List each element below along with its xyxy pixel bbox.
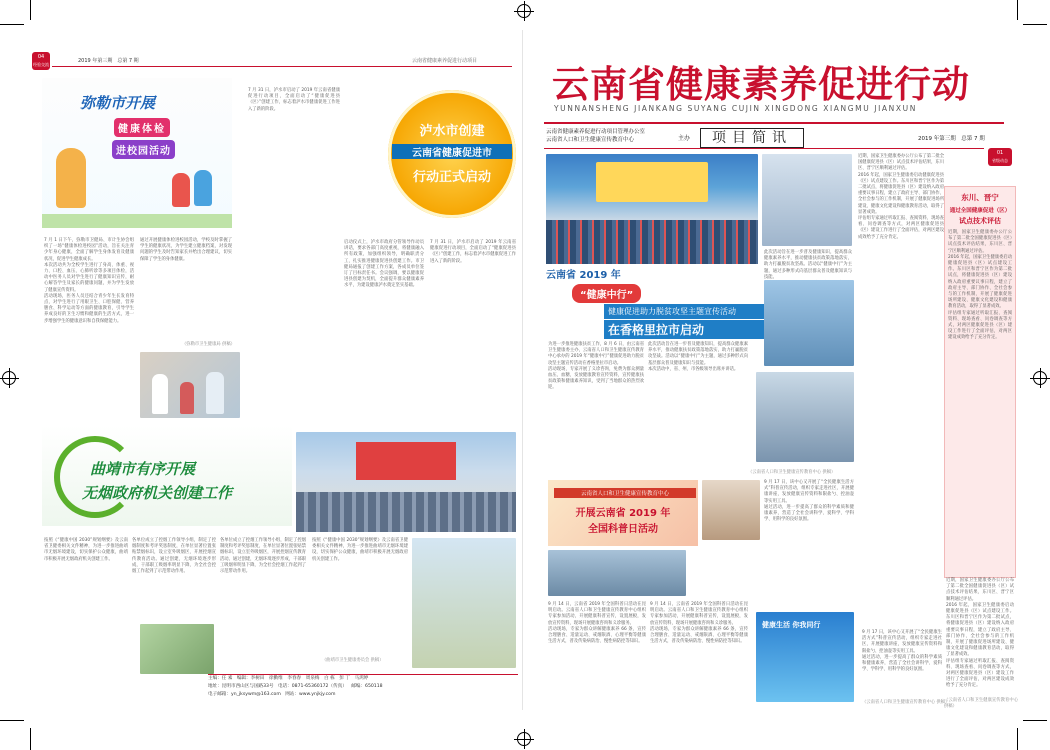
header-rule [52,66,512,67]
article-headline: 全国科普日活动 [588,524,658,535]
activity-subtitle: 在香格里拉市启动 [604,320,766,339]
article-lead: 7 月 31 日，泸水市启动了 2019 年云南省健康促进行动项目，全面启动了“健康促进县（区）”创建工作，标志着泸水市健康促进工作进入了新的阶段。 [248,88,340,112]
event-photo [756,372,854,462]
host-block [546,128,645,144]
activity-tag: 云南省 2019 年 [546,270,621,281]
stage-backdrop [596,162,708,202]
crop-mark [1023,24,1047,25]
article-body: 通过开展健康体检进校园活动，学校及时掌握了学生的健康状况，为学生建立健康档案，对发现问题的学生及时告知家长并给出合理建议，切实保障了学生的身体健康。 [140,238,232,262]
article-headline: 弥勒市开展 [80,94,156,112]
article-headline: 无烟政府机关创建工作 [82,484,233,502]
child-figure [194,170,212,206]
host-line: 云南省人口和卫生健康宣传教育中心 [546,137,635,143]
registration-mark-top [517,4,531,18]
event-photo [764,280,854,366]
footer-bar [208,674,518,711]
footer-host: 主编：任 素 [208,676,233,681]
page-number: 04 [37,54,45,60]
header-rule [544,148,984,149]
event-photo [702,480,760,540]
ground [42,214,232,228]
footer-website: 网站：www.ynjkjy.com [285,692,336,697]
article-headline: 曲靖市有序开展 [90,460,196,478]
crop-mark [0,720,24,721]
article-body: 此次活动旨在进一步普及健康知识，提高群众健康素养水平，推动健康扶贫政策落地落实，助力打赢脱贫攻坚战。活动以“健康中行”为主题，通过多种形式向基层群众普及健康知识与技能。 本次活动中，省、州、市各级领导出席并讲话。 [648,342,748,372]
registration-mark-right [1033,371,1047,385]
event-photo [762,154,852,246]
badge-line2: 云南省健康促进市 [392,144,512,159]
article-photo [412,538,516,668]
page-number-tag [988,148,1012,166]
meeting-photo [296,432,516,532]
kids-illustration [42,78,232,228]
activity-banner: “健康中行” [572,284,641,303]
person-silhouette [180,382,194,414]
article-body: 9 月 14 日，云南省 2019 年全国科普日活动在昆明启动。云南省人口和卫生健康宣传教育中心组织专家参加活动，开展健康科普宣传，设置展板，发放宣传资料，现场开展健康咨询和义诊服务。 活动现场，专家为群众讲解健康素养 66 条，宣传合理膳食、适量运动、戒烟限酒、心理平衡等健康生活方式，普及传染病防治、慢性病防控等知识。 [650,602,748,645]
badge-line1: 泸水市创建 [419,124,485,139]
section-label: 省级动态 [992,158,1008,163]
center-gutter [522,30,523,710]
crowd [546,220,758,264]
page-number-tag [32,52,50,70]
article-body: 各单位成立了控烟工作领导小组，制定了控烟制度和考评奖惩制度，在单位显著位置张贴禁烟标识，设立室外吸烟区，开展控烟宣传教育活动。通过创建，无烟环境逐步形成，干部职工吸烟率明显下降，为全社会控烟工作起到了示范带动作用。 [220,538,306,575]
article-body: 按照《“健康中国 2030”规划纲要》及云南省卫健委相关文件精神，为进一步推进曲靖市无烟环境建设，切实保护公众健康，曲靖市积极开展无烟政府机关创建工作。 [312,538,408,562]
article-body: 7 月 31 日，泸水市启动了 2019 年云南省健康促进行动项目，全面启动了“健康促进县（区）”创建工作，标志着泸水市健康促进工作进入了新的阶段。 [430,240,517,264]
article-body: 启动仪式上，泸水市政府分管领导作动员讲话，要求各部门高度重视，将健康融入所有政策，加强组织领导，明确职责分工，扎实推进健康促进县创建工作。市卫健局通报了创建工作方案，各成员单位签订了目标责任书。会议强调，要以健康促进县创建为契机，全面提升群众健康素养水平，为建设健康泸水奠定坚实基础。 [344,240,424,289]
issue-label: 2019 年第三期 总第 7 期 [78,58,139,64]
poster-text: 健康生活 你我同行 [762,621,821,629]
article-headline: 健康体检 [114,118,170,137]
issue-label: 2019 年第三期 总第 7 期 [918,136,985,142]
crop-mark [1017,0,1018,20]
child-figure [56,148,86,208]
article-headline: 进校园活动 [112,140,175,159]
poster-photo [756,612,854,702]
masthead-title: 云南省健康素养促进行动 [552,62,970,106]
crop-mark [1017,728,1018,750]
qujing-banner [42,426,292,526]
article-source: （云南省人口和卫生健康宣传教育中心 供稿） [862,700,950,705]
article-source: （曲靖市卫生健康委员会 供稿） [322,658,384,663]
host-line: 云南省健康素养促进行动项目管理办公室 [546,129,646,135]
right-page [532,30,1020,710]
left-page [32,30,520,710]
section-label: 经验交流 [33,62,49,67]
sidebar-body: 近期，国家卫生健康委办公厅公布了第二批全国健康促进县（区）试点技术评估结果，东川区、晋宁区顺利通过评估。 2016 年起，国家卫生健康委启动健康促进县（区）试点建设工作。东川区和晋宁区作为第二批试点，将健康促进县（区）建设纳入政府重要议事日程，建立了政府主导、部门协作、全社会参与的工作机制，开展了健康促进场所建设、健康文化建设和健康教育活动，取得了显著成效。 评估组专家通过听取汇报、查阅资料、现场查看、问卷调查等方式，对两区健康促进县（区）建设工作进行了全面评估，对两区建设成效给予了充分肯定。 [948,230,1012,341]
activity-subtitle: 健康促进助力脱贫攻坚主题宣传活动 [604,304,766,319]
footer-address: 地址：昆明市西山区与国路33号 [208,684,274,689]
person-silhouette [152,374,168,414]
person-silhouette [206,372,224,414]
sidebar-title: 东川、晋宁 [961,193,999,202]
running-title: 云南省健康素养促进行动项目 [412,58,478,64]
article-body: 各单位成立了控烟工作领导小组，制定了控烟制度和考评奖惩制度，在单位显著位置张贴禁烟标识，设立室外吸烟区，开展控烟宣传教育活动。通过创建，无烟环境逐步形成，干部职工吸烟率明显下降，为全社会控烟工作起到了示范带动作用。 [132,538,216,575]
article-body: 按照《“健康中国 2030”规划纲要》及云南省卫健委相关文件精神，为进一步推进曲靖市无烟环境建设，切实保护公众健康，曲靖市积极开展无烟政府机关创建工作。 [44,538,128,562]
crop-mark [1023,720,1047,721]
article-source: （弥勒市卫生健康局 供稿） [182,342,235,347]
footer-postcode: 邮编：650118 [351,684,383,689]
article-body: 9 月 17 日，该中心又开展了“全民健康生活方式”科普宣传活动，组织专家走进社区，开展健康讲座，发放健康宣传资料和限盐勺、控油壶等实用工具。 通过活动，进一步提高了群众的科学素质和健康素养，营造了全社会讲科学、爱科学、学科学、用科学的良好氛围。 [764,480,854,523]
article-source: （云南省人口和卫生健康宣传教育中心 供稿） [944,698,1020,710]
article-body: 7 月 1 日下午，弥勒市卫健局、市计生协会组织了一场“健康体检进校园”活动，旨在关注青少年身心健康，全面了解学生身体发育及健康状况，促进学生健康成长。 本次活动共为全校学生进行了身高、体重、视力、口腔、血压、心肺听诊等多项目体检，活动中医务人员对学生进行了健康知识宣传，耐心解答学生及家长的健康问题，并为学生发放了健康宣传资料。 活动现场，医务人员还结合青少年生长发育特点，对学生进行了用眼卫生、口腔保健、营养膳食、科学运动等方面的健康教育，引导学生养成良好的卫生习惯和健康的生活方式，进一步增强学生的健康意识和自我保健能力。 [44,238,134,324]
org-tag: 云南省人口和卫生健康宣传教育中心 [554,488,696,498]
badge-line3: 行动正式启动 [412,170,491,185]
crop-mark [30,0,31,20]
crop-mark [0,24,24,25]
masthead-rule [544,122,1004,124]
launch-badge [388,90,516,218]
footer-editors: 编辑：李树田 徐勤维 李春春 周泉梅 白 栋 彭 丁 马鸿婷 [236,676,369,681]
page-number: 01 [996,150,1004,156]
masthead-pinyin: YUNNANSHENG JIANKANG SUYANG CUJIN XINGDONG XIANGMU JIANXUN [554,104,917,113]
event-photo [548,550,686,596]
article-photo [140,352,240,418]
article-photo [140,624,214,674]
science-day-header [548,480,698,546]
sidebar-title: 通过全国健康促进（区） [949,208,1011,214]
child-figure [172,173,190,207]
article-body: 9 月 17 日，该中心又开展了“全民健康生活方式”科普宣传活动，组织专家走进社区，开展健康讲座，发放健康宣传资料和限盐勺、控油壶等实用工具。 通过活动，进一步提高了群众的科学素质和健康素养，营造了全社会讲科学、爱科学、学科学、用科学的良好氛围。 [862,630,942,673]
host-label: 主办 [678,135,691,142]
article-body: 近期，国家卫生健康委办公厅公布了第二批全国健康促进县（区）试点技术评估结果，东川区、晋宁区顺利通过评估。 2016 年起，国家卫生健康委启动健康促进县（区）试点建设工作。东川区和晋宁区作为第二批试点，将健康促进县（区）建设纳入政府重要议事日程，建立了政府主导、部门协作、全社会参与的工作机制，开展了健康促进场所建设、健康文化建设和健康教育活动，取得了显著成效。 评估组专家通过听取汇报、查阅资料、现场查看、问卷调查等方式，对两区健康促进县（区）建设工作进行了全面评估，对两区建设成效给予了充分肯定。 [858,154,944,240]
article-body: 为进一步推进健康扶贫工作，8 月 6 日，由云南省卫生健康委主办，云南省人口和卫生健康宣传教育中心承办的 2019 年“健康中行”健康促进助力脱贫攻坚主题宣传活动在香格里拉市启动。 活动现场，专家开展了义诊咨询，免费为群众测量血压、血糖，发放健康教育宣传资料，宣传健康扶贫政策和健康素养知识，受到了当地群众的热烈欢迎。 [548,342,644,391]
registration-mark-bottom [517,732,531,746]
audience-row [296,492,516,532]
sidebar-body: 近期，国家卫生健康委办公厅公布了第二批全国健康促进县（区）试点技术评估结果，东川区、晋宁区顺利通过评估。 2016 年起，国家卫生健康委启动健康促进县（区）试点建设工作。东川区和晋宁区作为第二批试点，将健康促进县（区）建设纳入政府重要议事日程，建立了政府主导、部门协作、全社会参与的工作机制，开展了健康促进场所建设、健康文化建设和健康教育活动，取得了显著成效。 评估组专家通过听取汇报、查阅资料、现场查看、问卷调查等方式，对两区健康促进县（区）建设工作进行了全面评估，对两区建设成效给予了充分肯定。 [946,578,1014,689]
brand-box: 项目简讯 [700,128,804,148]
registration-mark-left [2,371,16,385]
footer-email: 电子邮箱：yn_jksywm@163.com [208,692,281,697]
article-headline: 开展云南省 2019 年 [575,508,671,519]
footer-tel: 电话：0871-65360172（传真） [277,684,347,689]
screen [356,442,456,480]
article-body: 此次活动旨在进一步普及健康知识，提高群众健康素养水平，推动健康扶贫政策落地落实，助力打赢脱贫攻坚战。活动以“健康中行”为主题，通过多种形式向基层群众普及健康知识与技能。 [764,250,852,280]
article-source: （云南省人口和卫生健康宣传教育中心 供稿） [748,470,836,475]
article-body: 9 月 14 日，云南省 2019 年全国科普日活动在昆明启动。云南省人口和卫生健康宣传教育中心组织专家参加活动，开展健康科普宣传，设置展板，发放宣传资料，现场开展健康咨询和义诊服务。 活动现场，专家为群众讲解健康素养 66 条，宣传合理膳食、适量运动、戒烟限酒、心理平衡等健康生活方式，普及传染病防治、慢性病防控等知识。 [548,602,646,645]
sidebar-title: 试点技术评估 [959,217,1001,225]
stage-photo [546,154,758,264]
crop-mark [30,728,31,750]
